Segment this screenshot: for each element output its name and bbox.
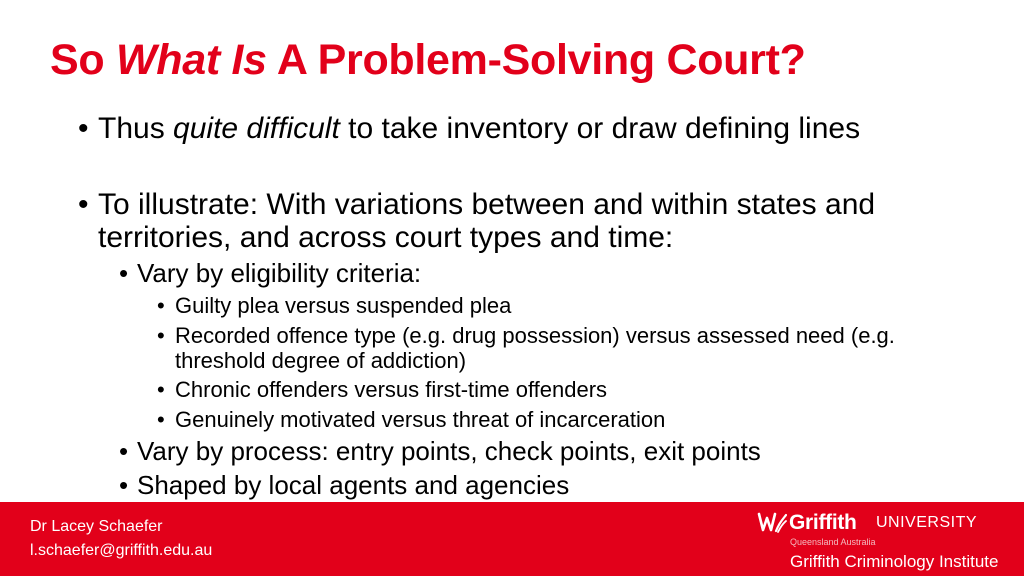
- bullet-marker: •: [157, 407, 165, 432]
- title-suffix: A Problem-Solving Court?: [266, 36, 806, 84]
- bullet-item-illustrate: [78, 188, 938, 254]
- bullet-text: Vary by process: entry points, check points, exit points: [137, 436, 761, 466]
- sub-sub-bullet-plea: [157, 293, 975, 318]
- logo-location: Queensland Australia: [790, 537, 876, 547]
- sub-bullet-local-agents: [119, 470, 937, 500]
- bullet-text-post: to take inventory or draw defining lines: [339, 112, 861, 145]
- griffith-crest-icon: [757, 511, 787, 535]
- bullet-text: Vary by eligibility criteria:: [137, 258, 422, 288]
- title-prefix: So: [50, 36, 116, 84]
- bullet-item-difficulty: [78, 112, 938, 145]
- sub-bullet-process: [119, 436, 937, 466]
- sub-sub-bullet-motivated: [157, 407, 975, 432]
- bullet-text: Guilty plea versus suspended plea: [175, 293, 512, 318]
- bullet-text-emphasis: quite difficult: [173, 112, 340, 145]
- footer-bar: [0, 502, 1024, 576]
- bullet-marker: •: [157, 293, 165, 318]
- bullet-marker: •: [119, 436, 129, 466]
- title-emphasis: What Is: [116, 36, 267, 84]
- bullet-text: To illustrate: With variations between and within states and territories, and across court types and time:: [98, 188, 876, 254]
- bullet-text: Chronic offenders versus first-time offenders: [175, 377, 608, 402]
- sub-sub-bullet-chronic: [157, 377, 975, 402]
- bullet-marker: •: [157, 377, 165, 402]
- bullet-text: Genuinely motivated versus threat of incarceration: [175, 407, 666, 432]
- bullet-text: Shaped by local agents and agencies: [137, 470, 570, 500]
- author-name: Dr Lacey Schaefer: [30, 518, 163, 535]
- logo-university: UNIVERSITY: [876, 514, 978, 531]
- bullet-marker: •: [119, 470, 129, 500]
- institute-name: Griffith Criminology Institute: [790, 552, 999, 571]
- bullet-text-pre: Thus: [98, 112, 174, 145]
- author-email: l.schaefer@griffith.edu.au: [30, 542, 213, 559]
- sub-bullet-eligibility: [119, 258, 937, 288]
- sub-sub-bullet-offence-type: [157, 323, 905, 373]
- bullet-marker: •: [157, 323, 165, 348]
- bullet-text: Recorded offence type (e.g. drug possession) versus assessed need (e.g. threshold degree of addiction): [175, 323, 895, 373]
- logo-wordmark: Griffith: [789, 511, 857, 534]
- bullet-marker: •: [119, 258, 129, 288]
- bullet-marker: •: [78, 188, 89, 221]
- bullet-marker: •: [78, 112, 89, 145]
